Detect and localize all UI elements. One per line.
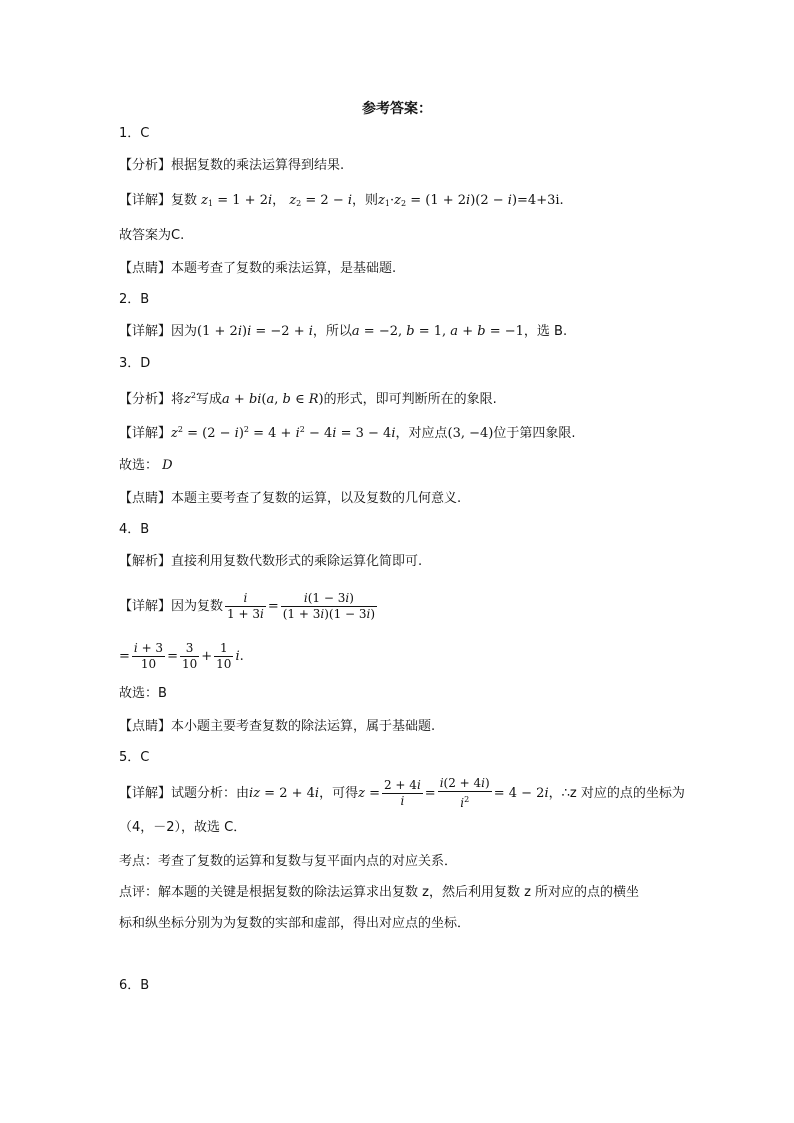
q1-analysis [119, 157, 344, 175]
q1-comment [119, 260, 396, 278]
q2-detail-text-b: ，所以 [312, 324, 352, 339]
q3-detail-text-a: ，对应点 [395, 426, 448, 441]
q4-fraction-real: $\frac{3}{10}$ [181, 641, 198, 671]
q4-jiexi-tag: 【解析】 [119, 554, 172, 569]
q1-formula-product: $z_1\cdot z_2 = (1 + 2i)(2 - i)$ [378, 193, 518, 208]
q2-detail [119, 323, 567, 341]
q4-number: 4．B [119, 522, 150, 537]
q3-analysis [119, 387, 497, 409]
q5-detail-text-c: ，∴z 对应的点的坐标为 [548, 786, 685, 801]
q1-detail-text-c: ，则 [352, 193, 379, 208]
q3-detail-text-b: 位于第四象限. [493, 426, 576, 441]
q6-number: 6．B [119, 978, 150, 993]
q2-detail-tag: 【详解】 [119, 324, 172, 339]
page-title: 参考答案： [362, 101, 432, 117]
q3-analysis-text-a: 将 [171, 392, 185, 407]
q3-formula-form: a + bi(a, b ∈ R) [222, 392, 324, 407]
q4-comment-tag: 【点睛】 [119, 719, 172, 734]
q3-comment [119, 490, 461, 508]
q1-detail-text-a: 复数 [171, 193, 198, 208]
q5-fraction-b: $\frac{i(2 + 4i)}{i^2}$ [439, 776, 490, 810]
q3-formula-point: (3, −4) [447, 426, 494, 441]
q1-conclusion: 故答案为C. [119, 228, 185, 243]
q1-analysis-tag: 【分析】 [119, 158, 172, 173]
q3-select-answer: D [162, 458, 173, 473]
q5-detail-text-b: ，可得 [319, 786, 359, 801]
q2-detail-text-a: 因为 [171, 324, 198, 339]
q4-fraction-conjugate: $\frac{i(1 - 3i)}{(1 + 3i)(1 - 3i)}$ [282, 591, 376, 621]
q4-comment-text: 本小题主要考查复数的除法运算，属于基础题. [171, 719, 436, 734]
q5-formula-result: = 4 − 2i [493, 786, 549, 801]
q2-formula-result: a = −2, b = 1, a + b = −1 [351, 324, 524, 339]
q3-select-label: 故选： [119, 458, 159, 473]
q3-select [119, 457, 173, 475]
q4-comment [119, 718, 435, 736]
q3-detail-tag: 【详解】 [119, 426, 172, 441]
q3-comment-text: 本题主要考查了复数的运算，以及复数的几何意义. [171, 491, 462, 506]
q3-number: 3．D [119, 356, 151, 371]
q5-fraction-a: $\frac{2 + 4i}{i}$ [383, 778, 421, 808]
q3-analysis-text-b: 写成 [195, 392, 222, 407]
q3-formula-z2: $z^2$ [184, 391, 196, 407]
q5-number: 5．C [119, 750, 150, 765]
q1-detail-result: =4+3i. [517, 193, 564, 208]
q5-dianping-line1: 点评：解本题的关键是根据复数的除法运算求出复数 z，然后利用复数 z 所对应的点的横坐 [119, 885, 640, 900]
q5-detail: 【详解】试题分析：由iz = 2 + 4i，可得z = $\frac{2 + 4i}{i}$ = $\frac{i(2 + 4i)}{i^2}$ = 4 − 2i，∴z 对应的点的坐标为 [119, 776, 685, 810]
q2-detail-text-c: ，选 B. [523, 324, 568, 339]
q3-analysis-text-c: 的形式，即可判断所在的象限. [323, 392, 497, 407]
q5-line2: （4，－2），故选 C． [119, 820, 247, 835]
q4-jiexi-text: 直接利用复数代数形式的乘除运算化简即可. [171, 554, 423, 569]
q3-formula-expand: $z^2 = (2 - i)^2 = 4 + i^2 - 4i = 3 - 4i$ [171, 425, 396, 441]
q1-number: 1．C [119, 126, 150, 141]
q5-kaodian: 考点：考查了复数的运算和复数与复平面内点的对应关系． [119, 854, 458, 869]
q4-select: 故选：B [119, 686, 167, 701]
q4-detail-tag: 【详解】 [119, 599, 172, 614]
q4-fraction-sum: $\frac{i + 3}{10}$ [133, 641, 164, 671]
q4-jiexi [119, 553, 422, 571]
q1-detail-tag: 【详解】 [119, 193, 172, 208]
q4-detail [119, 590, 379, 624]
q1-formula-z1: $z_1 = 1 + 2i$ [201, 193, 273, 208]
q1-detail-text-b: ， [272, 193, 286, 208]
q3-analysis-tag: 【分析】 [119, 392, 172, 407]
q2-number: 2．B [119, 292, 150, 307]
q3-comment-tag: 【点睛】 [119, 491, 172, 506]
q4-fraction-given: $\frac{i}{1 + 3i}$ [227, 591, 264, 621]
q4-detail-text-a: 因为复数 [171, 599, 224, 614]
q5-formula-z: z = [358, 786, 380, 801]
q4-fraction-imag: $\frac{1}{10}$ [216, 641, 232, 671]
q5-formula-given: iz = 2 + 4i [249, 786, 320, 801]
q1-formula-z2: $z_2 = 2 - i$ [289, 193, 353, 208]
q1-detail [119, 192, 564, 213]
q1-comment-text: 本题考查了复数的乘法运算，是基础题. [171, 261, 397, 276]
q5-detail-text-a: 试题分析：由 [171, 786, 250, 801]
q2-formula-given: (1 + 2i)i = −2 + i [197, 324, 313, 339]
q4-equals: = [267, 599, 279, 614]
q1-analysis-text: 根据复数的乘法运算得到结果. [171, 158, 345, 173]
q5-detail-tag: 【详解】 [119, 786, 172, 801]
q4-simplified: = $\frac{i + 3}{10}$ = $\frac{3}{10}$ + $\frac{1}{10}$ i. [119, 641, 244, 671]
q1-comment-tag: 【点睛】 [119, 261, 172, 276]
q5-dianping-line2: 标和纵坐标分别为为复数的实部和虚部，得出对应点的坐标． [119, 916, 471, 931]
q3-detail [119, 421, 575, 443]
